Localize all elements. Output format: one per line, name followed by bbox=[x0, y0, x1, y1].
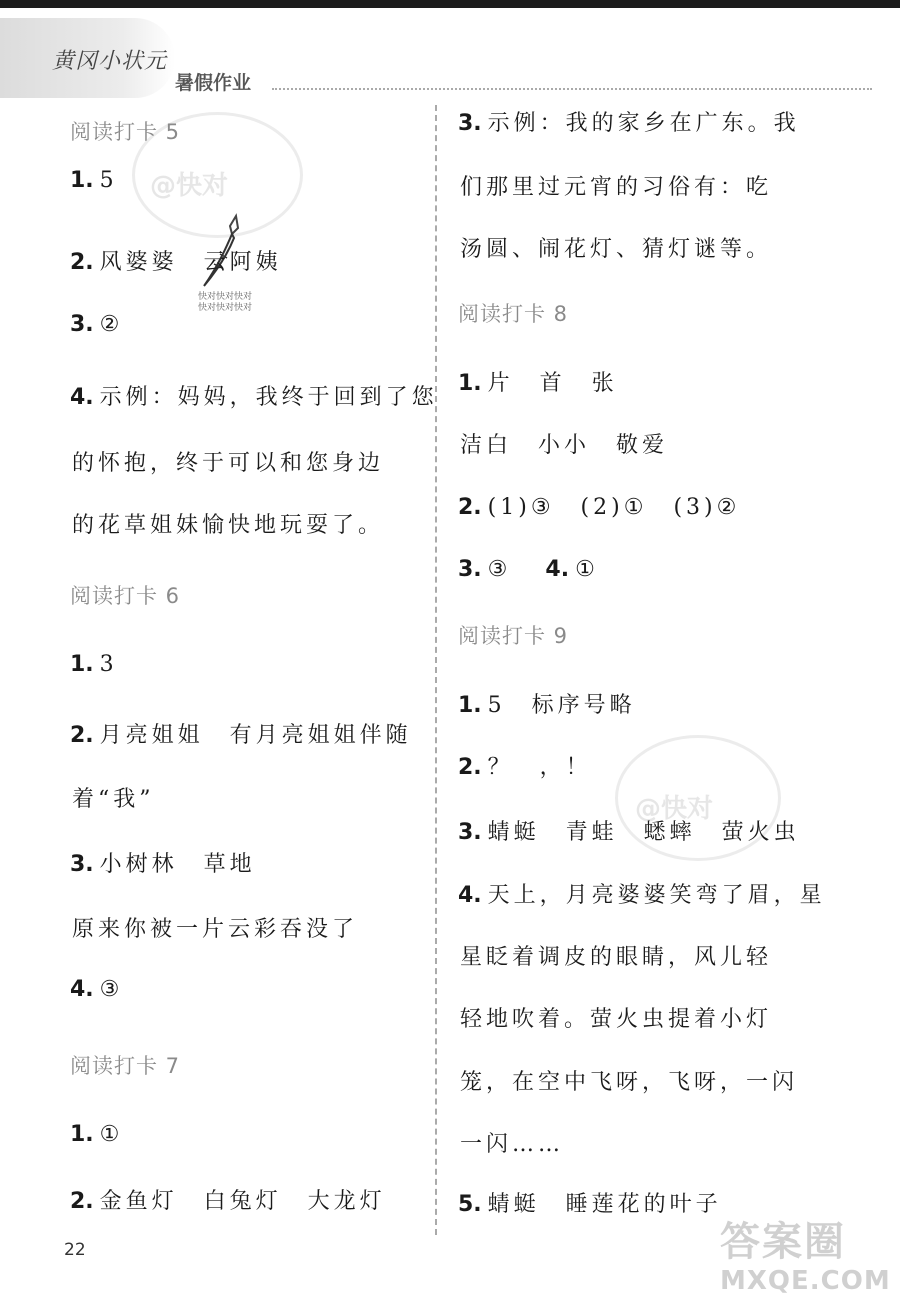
answer-text: 着“我” bbox=[72, 787, 155, 812]
question-number: 3. bbox=[70, 852, 94, 877]
answer-line bbox=[458, 750, 592, 781]
answer-text: 原来你被一片云彩吞没了 bbox=[72, 917, 359, 942]
workbook-subject: 暑假作业 bbox=[175, 72, 252, 94]
question-number: 2. bbox=[70, 723, 94, 748]
top-border bbox=[0, 0, 900, 8]
answer-text: 的怀抱，终于可以和您身边 bbox=[72, 451, 385, 476]
question-number: 2. bbox=[458, 755, 482, 780]
answer-text: 蜻蜓 青蛙 蟋蟀 萤火虫 bbox=[487, 820, 800, 845]
section-heading: 阅读打卡 7 bbox=[70, 1054, 181, 1078]
question-number: 1. bbox=[458, 693, 482, 718]
site-watermark bbox=[720, 1210, 891, 1296]
answer-continuation bbox=[70, 508, 384, 539]
question-number: 1. bbox=[70, 652, 94, 677]
answer-text: ① bbox=[99, 1122, 124, 1147]
answer-continuation bbox=[458, 1002, 772, 1033]
answer-text: 的花草姐妹愉快地玩耍了。 bbox=[72, 513, 385, 538]
question-number: 2. bbox=[70, 1189, 94, 1214]
question-number: 3. bbox=[458, 557, 482, 582]
answer-line bbox=[458, 490, 740, 521]
answer-line bbox=[458, 688, 636, 719]
stamp-caption bbox=[198, 292, 252, 314]
answer-text: ① bbox=[575, 557, 599, 582]
answer-line bbox=[70, 652, 118, 677]
section-heading: 阅读打卡 8 bbox=[458, 302, 569, 326]
answer-text: 5 bbox=[99, 168, 118, 193]
answer-text: 风婆婆 云阿姨 bbox=[99, 250, 282, 275]
answer-line bbox=[458, 552, 599, 583]
answer-text: 3 bbox=[99, 652, 118, 677]
answer-continuation bbox=[70, 782, 155, 813]
answer-text: 轻地吹着。萤火虫提着小灯 bbox=[460, 1007, 773, 1032]
answer-line bbox=[70, 380, 438, 411]
question-number: 4. bbox=[545, 557, 570, 582]
answer-continuation bbox=[458, 428, 668, 459]
question-number: 3. bbox=[70, 312, 94, 337]
answer-text: 示例：妈妈，我终于回到了您 bbox=[99, 385, 438, 410]
question-number: 3. bbox=[458, 111, 482, 136]
answer-continuation bbox=[458, 1127, 564, 1158]
answer-text: ② bbox=[99, 312, 124, 337]
answer-text: 小树林 草地 bbox=[99, 852, 256, 877]
answer-continuation bbox=[458, 1065, 798, 1096]
question-number: 2. bbox=[70, 250, 94, 275]
question-number: 1. bbox=[70, 1122, 94, 1147]
answer-text: 洁白 小小 敬爱 bbox=[460, 433, 669, 458]
answer-line bbox=[458, 106, 800, 137]
answer-continuation bbox=[70, 912, 358, 943]
section-heading: 阅读打卡 5 bbox=[70, 120, 181, 144]
answer-text: 笼，在空中飞呀，飞呀，一闪 bbox=[460, 1070, 799, 1095]
answer-text: ？ ，！ bbox=[487, 755, 592, 780]
stamp-caption-line: 快对快对快对 bbox=[198, 292, 253, 302]
answer-line bbox=[70, 312, 123, 337]
answer-line bbox=[458, 815, 800, 846]
answer-continuation bbox=[458, 170, 772, 201]
answer-line bbox=[70, 1184, 386, 1215]
stamp-text-right: @快对 bbox=[635, 794, 714, 824]
watermark-url: MXQE.COM bbox=[720, 1266, 891, 1296]
answer-text: (1)③ (2)① (3)② bbox=[487, 495, 741, 520]
answer-line bbox=[70, 245, 282, 276]
answer-line bbox=[70, 977, 123, 1002]
answer-line bbox=[458, 366, 618, 397]
answer-text: 示例：我的家乡在广东。我 bbox=[487, 111, 800, 136]
stamp-caption-line: 快对快对快对 bbox=[198, 303, 253, 313]
page-number: 22 bbox=[64, 1240, 86, 1260]
answer-line bbox=[70, 168, 118, 193]
answer-text: 们那里过元宵的习俗有：吃 bbox=[460, 175, 773, 200]
column-divider bbox=[435, 105, 437, 1235]
answer-text: 片 首 张 bbox=[487, 371, 618, 396]
answer-text: 月亮姐姐 有月亮姐姐伴随 bbox=[99, 723, 412, 748]
answer-text: ③ bbox=[487, 557, 538, 582]
answer-text: 天上，月亮婆婆笑弯了眉，星 bbox=[487, 883, 826, 908]
question-number: 4. bbox=[70, 977, 94, 1002]
question-number: 4. bbox=[70, 385, 94, 410]
answer-text: 蜻蜓 睡莲花的叶子 bbox=[487, 1192, 722, 1217]
answer-continuation bbox=[458, 940, 772, 971]
brand-logo: 黄冈小状元 bbox=[52, 49, 168, 74]
section-heading: 阅读打卡 9 bbox=[458, 624, 569, 648]
answer-text: 一闪…… bbox=[460, 1132, 565, 1157]
answer-continuation bbox=[70, 446, 384, 477]
question-number: 2. bbox=[458, 495, 482, 520]
question-number: 1. bbox=[70, 168, 94, 193]
stamp-text-left: @快对 bbox=[150, 171, 229, 201]
answer-line bbox=[70, 1122, 123, 1147]
question-number: 1. bbox=[458, 371, 482, 396]
answer-line bbox=[458, 1187, 722, 1218]
answer-line bbox=[70, 718, 412, 749]
answer-line bbox=[70, 847, 256, 878]
answer-text: ③ bbox=[99, 977, 124, 1002]
answer-line bbox=[458, 878, 826, 909]
answer-text: 5 标序号略 bbox=[487, 693, 636, 718]
question-number: 5. bbox=[458, 1192, 482, 1217]
answer-text: 汤圆、闹花灯、猜灯谜等。 bbox=[460, 237, 773, 262]
question-number: 3. bbox=[458, 820, 482, 845]
header-dotted-rule bbox=[272, 88, 872, 90]
answer-text: 金鱼灯 白兔灯 大龙灯 bbox=[99, 1189, 386, 1214]
section-heading: 阅读打卡 6 bbox=[70, 584, 181, 608]
question-number: 4. bbox=[458, 883, 482, 908]
watermark-title: 答案圈 bbox=[720, 1219, 846, 1265]
answer-text: 星眨着调皮的眼睛，风儿轻 bbox=[460, 945, 773, 970]
answer-continuation bbox=[458, 232, 772, 263]
page-header bbox=[0, 8, 900, 98]
